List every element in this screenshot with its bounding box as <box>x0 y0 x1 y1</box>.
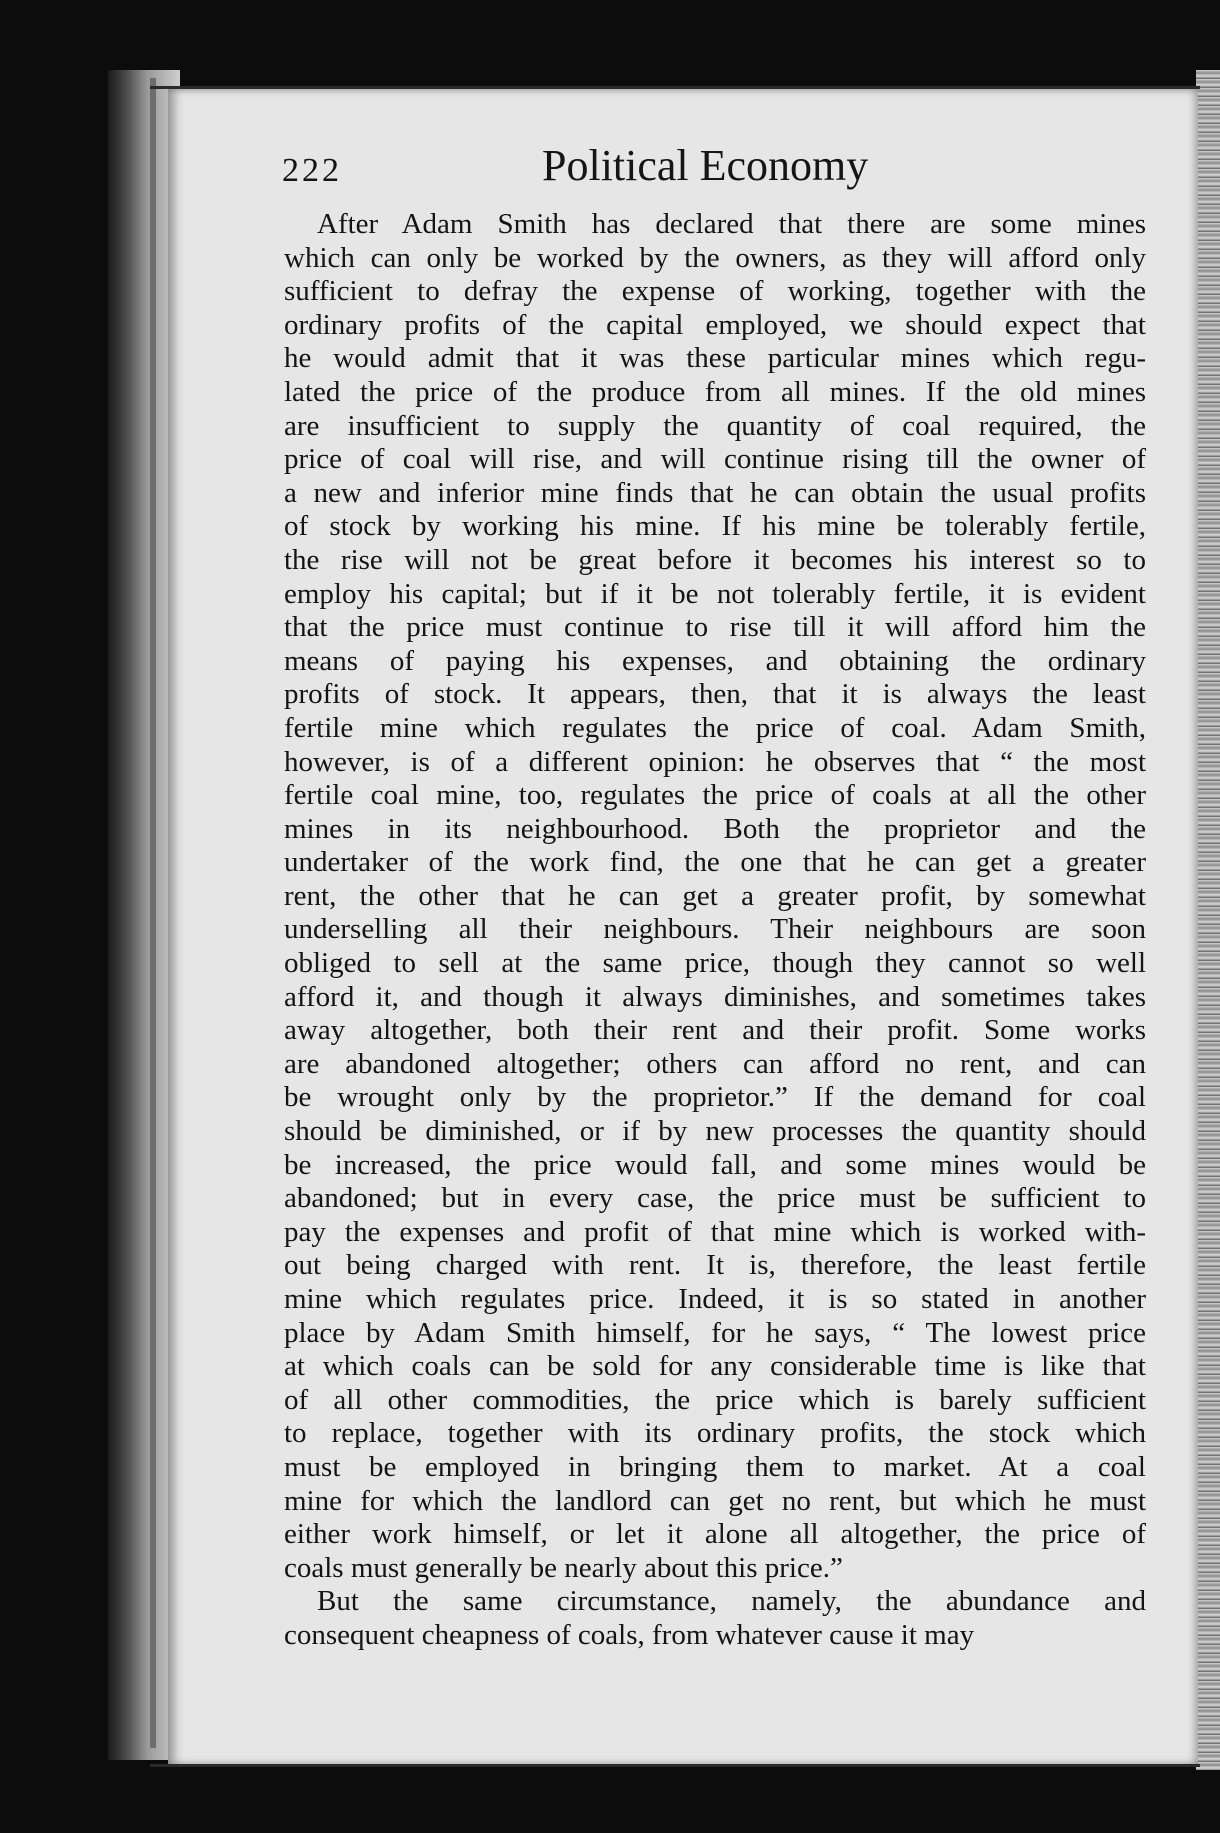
text-line: must be employed in bringing them to market. At a coal <box>284 1450 1146 1483</box>
text-line: either work himself, or let it alone all altogether, the price of <box>284 1518 1146 1551</box>
text-line: underselling all their neighbours. Their neighbours are soon <box>284 913 1146 946</box>
text-line: ordinary profits of the capital employed, we should expect that <box>284 308 1146 341</box>
text-line: be increased, the price would fall, and some mines would be <box>284 1148 1146 1181</box>
text-line: out being charged with rent. It is, therefore, the least fertile <box>284 1249 1146 1282</box>
body-text <box>284 208 1146 1653</box>
text-line: away altogether, both their rent and their profit. Some works <box>284 1014 1146 1047</box>
text-line: After Adam Smith has declared that there are some mines <box>317 208 1146 240</box>
text-line: however, is of a different opinion: he observes that “ the most <box>284 745 1146 778</box>
text-line: But the same circumstance, namely, the abundance and <box>317 1585 1146 1618</box>
text-line: mine for which the landlord can get no rent, but which he must <box>284 1484 1146 1517</box>
text-line: profits of stock. It appears, then, that it is always the least <box>284 678 1146 711</box>
text-line: abandoned; but in every case, the price must be sufficient to <box>284 1182 1146 1215</box>
page-top-border <box>150 86 1200 89</box>
text-line: place by Adam Smith himself, for he says, “ The lowest price <box>284 1316 1146 1349</box>
text-line: lated the price of the produce from all mines. If the old mines <box>284 375 1146 408</box>
text-line: means of paying his expenses, and obtaining the ordinary <box>284 644 1146 677</box>
page-number: 222 <box>282 152 342 189</box>
text-line: are abandoned altogether; others can afford no rent, and can <box>284 1047 1146 1080</box>
text-line: rent, the other that he can get a greater profit, by somewhat <box>284 879 1146 912</box>
binding-shadow <box>150 78 156 1748</box>
text-line: are insufficient to supply the quantity of coal required, the <box>284 409 1146 442</box>
text-line: to replace, together with its ordinary profits, the stock which <box>284 1417 1146 1450</box>
running-title: Political Economy <box>542 141 869 190</box>
text-line: consequent cheapness of coals, from whatever cause it may <box>284 1618 975 1651</box>
text-line: sufficient to defray the expense of working, together with the <box>284 275 1146 308</box>
text-line: fertile coal mine, too, regulates the price of coals at all the other <box>284 779 1146 812</box>
text-line: pay the expenses and profit of that mine which is worked with- <box>284 1215 1146 1248</box>
text-line: obliged to sell at the same price, though they cannot so well <box>284 947 1146 980</box>
text-line: the rise will not be great before it becomes his interest so to <box>284 543 1146 576</box>
text-line: mine which regulates price. Indeed, it is so stated in another <box>284 1283 1146 1315</box>
text-line: he would admit that it was these particular mines which regu- <box>284 342 1146 375</box>
text-line: employ his capital; but if it be not tolerably fertile, it is evident <box>284 577 1146 610</box>
text-line: undertaker of the work find, the one that he can get a greater <box>284 846 1146 879</box>
paragraph <box>284 208 1146 1585</box>
page-stack-edge <box>1196 70 1220 1770</box>
paragraph <box>284 1585 1146 1652</box>
text-line: afford it, and though it always diminishes, and sometimes takes <box>284 980 1146 1013</box>
text-line: which can only be worked by the owners, as they will afford only <box>284 241 1146 274</box>
text-line: coals must generally be nearly about this price.” <box>284 1551 843 1584</box>
text-line: a new and inferior mine finds that he can obtain the usual profits <box>284 476 1146 509</box>
text-line: mines in its neighbourhood. Both the proprietor and the <box>284 812 1146 845</box>
text-line: be wrought only by the proprietor.” If the demand for coal <box>284 1081 1146 1114</box>
text-line: should be diminished, or if by new processes the quantity should <box>284 1115 1146 1148</box>
text-line: that the price must continue to rise till it will afford him the <box>284 611 1146 644</box>
text-line: of all other commodities, the price which is barely sufficient <box>284 1383 1146 1416</box>
text-line: fertile mine which regulates the price of coal. Adam Smith, <box>284 711 1146 744</box>
page-bottom-border <box>150 1764 1200 1767</box>
text-line: of stock by working his mine. If his mine be tolerably fertile, <box>284 510 1146 543</box>
text-line: price of coal will rise, and will continue rising till the owner of <box>284 443 1146 476</box>
running-head <box>282 140 1152 200</box>
text-line: at which coals can be sold for any considerable time is like that <box>284 1350 1146 1383</box>
